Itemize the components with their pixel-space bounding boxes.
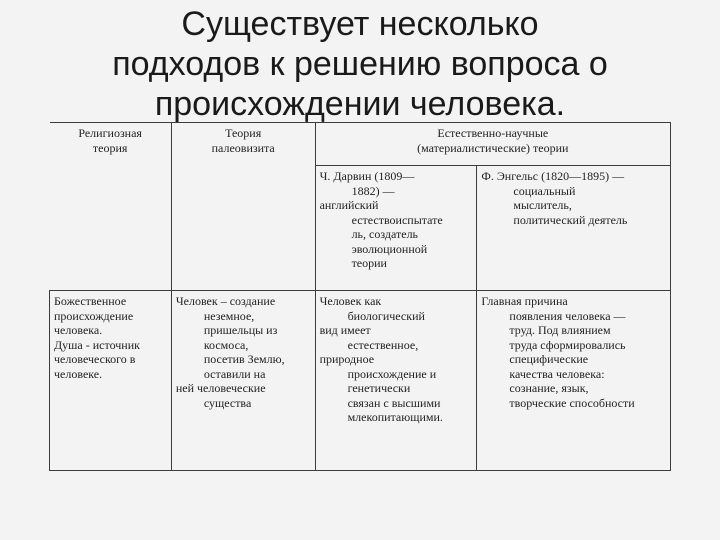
header-natural [315, 123, 670, 166]
body-paleovisit [171, 291, 315, 471]
darwin-body-line: природное [319, 352, 375, 366]
title-line-1: Существует несколько [181, 5, 539, 43]
paleovisit-line: ней человеческие [175, 381, 266, 395]
religious-line: Душа - источник [54, 337, 140, 352]
paleovisit-line: Человек – создание [175, 294, 276, 308]
darwin-line: Ч. Дарвин (1809— [319, 169, 415, 183]
paleovisit-line: оставили на [203, 366, 266, 381]
header-paleovisit-text: Теория палеовизита [211, 126, 275, 155]
darwin-line: естествоиспытате [351, 212, 443, 227]
religious-line: человеке. [54, 366, 103, 381]
paleovisit-line: посетив Землю, [203, 352, 285, 366]
header-paleovisit [171, 123, 315, 291]
engels-line: политический деятель [513, 212, 628, 227]
darwin-body-line: Человек как [319, 294, 382, 308]
religious-line: человеческого в [54, 352, 136, 366]
engels-line: социальный [513, 183, 576, 198]
slide-title [40, 4, 680, 124]
engels-body-line: труда сформировались [509, 337, 626, 352]
religious-line: происхождение [54, 308, 134, 323]
header-religious [50, 123, 172, 291]
engels-body-line: появления человека — [509, 308, 626, 323]
darwin-line: эволюционной [351, 241, 428, 256]
engels-body-line: качества человека: [509, 366, 605, 381]
darwin-body-line: биологический [347, 308, 425, 323]
darwin-line: теории [351, 256, 387, 270]
subheader-darwin [315, 166, 477, 291]
engels-body-line: Главная причина [481, 294, 568, 308]
engels-body-line: творческие способности [509, 395, 635, 410]
body-religious [50, 291, 172, 471]
engels-line: Ф. Энгельс (1820—1895) — [481, 169, 625, 183]
darwin-body-line: происхождение и [347, 366, 437, 381]
body-darwin [315, 291, 477, 471]
darwin-body-line: генетически [347, 381, 411, 395]
engels-line: мыслитель, [513, 198, 572, 212]
darwin-line: 1882) — [351, 183, 395, 198]
darwin-body-line: естественное, [347, 337, 419, 352]
paleovisit-line: пришельцы из [203, 323, 278, 337]
paleovisit-line: космоса, [203, 337, 249, 352]
body-engels [477, 291, 671, 471]
darwin-body-line: связан с высшими [347, 395, 441, 410]
paleovisit-line: неземное, [203, 308, 255, 323]
header-row [50, 123, 671, 166]
engels-body-line: труд. Под влиянием [509, 323, 611, 337]
religious-line: Божественное [54, 294, 127, 308]
engels-body-line: специфические [509, 352, 589, 366]
darwin-body-line: вид имеет [319, 323, 371, 337]
darwin-line: ль, создатель [351, 227, 419, 241]
body-row [50, 291, 671, 471]
darwin-body-line: млекопитающими. [347, 410, 443, 424]
header-religious-text: Религиозная теория [78, 126, 142, 155]
subheader-engels [477, 166, 671, 291]
engels-body-line: сознание, язык, [509, 381, 589, 395]
header-natural-text: Естественно-научные (материалистические) теории [417, 126, 569, 155]
theories-table [49, 122, 671, 471]
darwin-line: английский [319, 198, 379, 212]
paleovisit-line: существа [203, 395, 252, 410]
religious-line: человека. [54, 323, 103, 337]
title-line-3: происхождении человека. [154, 85, 566, 123]
title-line-2: подходов к решению вопроса о [112, 45, 608, 83]
